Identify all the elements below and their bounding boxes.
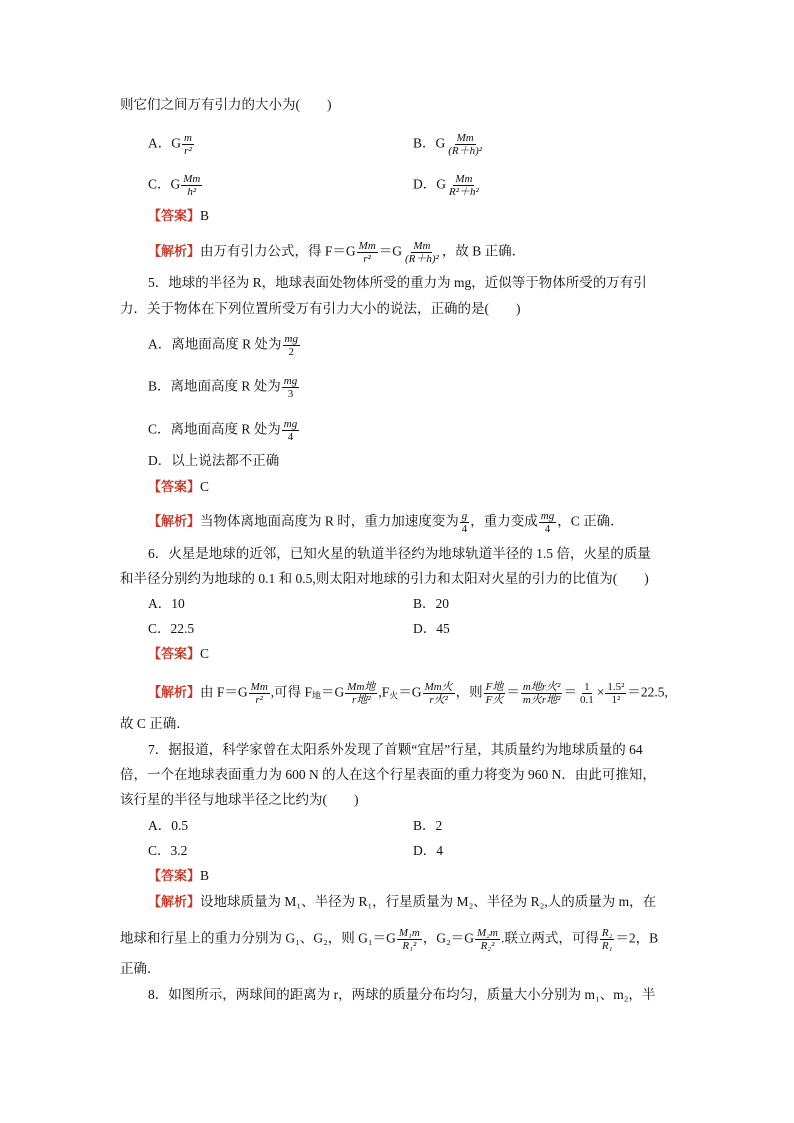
q6-option-c[interactable]: C．22.5 bbox=[148, 621, 195, 636]
q7-option-c[interactable]: C．3.2 bbox=[148, 843, 188, 858]
q5-option-c[interactable]: C．离地面高度 R 处为 $\frac{mg}{4}$ bbox=[148, 418, 298, 443]
q6-analysis: 【解析】由 F＝G $\frac{Mm}{\text{r²}}$ ,可得 $F_地=G$ $\frac{\text{Mm地}}{\text{r地²}}$ $,F_火=G$ $\frac{\text{Mm火}}{\text{r火²}}$ ，则 $\frac{\text{F地}}{\text{F火}}$ ＝ $\frac{\text{m地r火²}}{\text{m火r地²}}$ ＝ $\frac{1}{0.1}$ × $\frac{\text{1.5²}}{\text{1²}}$ ＝22.5, bbox=[148, 681, 668, 706]
q5-option-d[interactable]: D．以上说法都不正确 bbox=[148, 453, 280, 468]
q6-option-d[interactable]: D．45 bbox=[413, 621, 450, 636]
q6-stem-line2: 和半径分别约为地球的 0.1 和 0.5,则太阳对地球的引力和太阳对火星的引力的比值为( ) bbox=[120, 571, 649, 586]
q7-stem-line3: 该行星的半径与地球半径之比约为( ) bbox=[120, 792, 359, 807]
q5-analysis: 【解析】当物体离地面高度为 R 时，重力加速度变为 $\frac{g}{4}$ ，重力变成 $\frac{mg}{4}$ ，C 正确． bbox=[148, 510, 624, 535]
q5-stem-line1: 5．地球的半径为 R，地球表面处物体所受的重力为 mg，近似等于物体所受的万有引 bbox=[148, 275, 647, 290]
q7-option-b[interactable]: B．2 bbox=[413, 818, 443, 833]
q7-analysis-line3: 正确． bbox=[120, 961, 161, 976]
q4-answer: 【答案】B bbox=[148, 208, 210, 223]
q7-analysis-line1: 【解析】设地球质量为 M₁、半径为 R₁，行星质量为 M₂、半径为 R₂,人的质量为 m，在 bbox=[148, 894, 657, 909]
q7-analysis-line2: 地球和行星上的重力分别为 G₁、G₂，则 G₁＝G $\frac{\text{M₁m}}{\text{R₁²}}$ ，G₂＝G $\frac{\text{M₂m}}{\text{R₂²}}$ .联立两式，可得 $\frac{\text{R₂}}{\text{R₁}}$ ＝2，B bbox=[120, 927, 659, 952]
q6-analysis-line2: 故 C 正确． bbox=[120, 716, 190, 731]
q6-option-a[interactable]: A．10 bbox=[148, 596, 185, 611]
q7-option-a[interactable]: A．0.5 bbox=[148, 818, 189, 833]
q5-answer: 【答案】C bbox=[148, 479, 210, 494]
q4-option-d[interactable]: D．G $\frac{Mm}{\text{R²＋h²}}$ bbox=[413, 173, 479, 198]
q4-option-c[interactable]: C．G $\frac{Mm}{\text{h²}}$ bbox=[148, 173, 201, 198]
q7-stem-line2: 倍，一个在地球表面重力为 600 N 的人在这个行星表面的重力将变为 960 N．由此可推知， bbox=[120, 767, 656, 782]
q6-option-b[interactable]: B．20 bbox=[413, 596, 450, 611]
q8-stem-line1: 8．如图所示，两球间的距离为 r，两球的质量分布均匀，质量大小分别为 m₁、m₂，半 bbox=[148, 987, 656, 1002]
q5-option-a[interactable]: A．离地面高度 R 处为 $\frac{mg}{2}$ bbox=[148, 333, 298, 358]
q4-option-a[interactable]: A．G $\frac{m}{\text{r²}}$ bbox=[148, 132, 192, 157]
q5-stem-line2: 力．关于物体在下列位置所受万有引力大小的说法，正确的是( ) bbox=[120, 301, 521, 316]
q7-answer: 【答案】B bbox=[148, 868, 210, 883]
q7-option-d[interactable]: D．4 bbox=[413, 843, 443, 858]
q7-stem-line1: 7．据报道，科学家曾在太阳系外发现了首颗“宜居”行星，其质量约为地球质量的 64 bbox=[148, 742, 643, 757]
q5-option-b[interactable]: B．离地面高度 R 处为 $\frac{mg}{3}$ bbox=[148, 375, 298, 400]
q4-option-b[interactable]: B．G $\frac{Mm}{\text{(R＋h)²}}$ bbox=[413, 132, 483, 157]
q4-analysis: 【解析】由万有引力公式，得 F＝G $\frac{Mm}{\text{r²}}$ ＝G $\frac{Mm}{\text{(R＋h)²}}$ ，故 B 正确． bbox=[148, 240, 526, 265]
q6-answer: 【答案】C bbox=[148, 646, 210, 661]
q4-stem-tail: 则它们之间万有引力的大小为( ) bbox=[120, 97, 332, 112]
q6-stem-line1: 6．火星是地球的近邻，已知火星的轨道半径约为地球轨道半径的 1.5 倍，火星的质量 bbox=[148, 546, 651, 561]
